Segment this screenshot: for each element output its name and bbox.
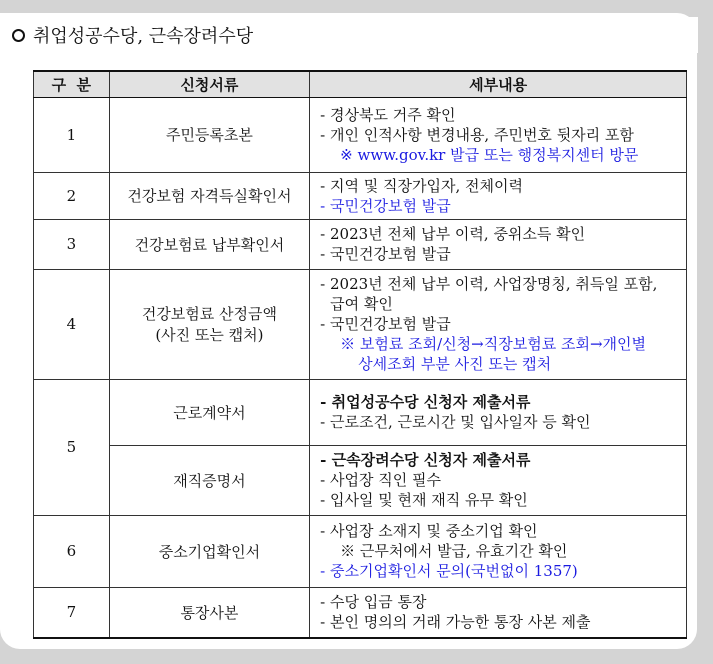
table-row <box>34 587 687 638</box>
column-header-document: 신청서류 <box>109 71 309 97</box>
document-name: 재직증명서 <box>109 445 309 515</box>
row-number: 6 <box>34 515 110 587</box>
document-name: 통장사본 <box>109 587 309 638</box>
row-number: 5 <box>34 379 110 515</box>
detail-line: - 개인 인적사항 변경내용, 주민번호 뒷자리 포함 <box>320 125 634 144</box>
document-name: 근로계약서 <box>109 379 309 445</box>
detail-line: - 2023년 전체 납부 이력, 사업장명칭, 취득일 포함, <box>320 275 658 293</box>
detail-line: - 국민건강보험 발급 <box>320 315 451 333</box>
row-number: 7 <box>34 587 110 638</box>
table-row <box>34 515 687 587</box>
document-name: 중소기업확인서 <box>109 515 309 587</box>
row-number: 4 <box>34 269 110 379</box>
section-title: 취업성공수당, 근속장려수당 <box>33 26 254 47</box>
detail-line: - 수당 입금 통장 <box>320 593 427 612</box>
detail-line: - 국민건강보험 발급 <box>320 245 451 263</box>
detail-line: - 근속장려수당 신청자 제출서류 <box>320 451 531 469</box>
detail-line: - 입사일 및 현재 재직 유무 확인 <box>320 491 528 509</box>
detail-line: - 본인 명의의 거래 가능한 통장 사본 제출 <box>320 613 591 632</box>
row-number: 3 <box>34 219 110 269</box>
detail-note: ※ www.gov.kr 발급 또는 행정복지센터 방문 <box>340 145 639 164</box>
document-table <box>33 70 687 639</box>
row-number: 2 <box>34 172 110 219</box>
detail-cell <box>310 219 687 269</box>
table-row <box>34 219 687 269</box>
detail-cell <box>310 379 687 445</box>
detail-note: ※ 근무처에서 발급, 유효기간 확인 <box>340 542 568 560</box>
table-row <box>34 445 687 515</box>
detail-note: 상세조회 부분 사진 또는 캡처 <box>358 355 552 373</box>
content-card <box>0 13 697 649</box>
detail-line: - 근로조건, 근로시간 및 입사일자 등 확인 <box>320 413 591 431</box>
table-row <box>34 379 687 445</box>
detail-note: ※ 보험료 조회/신청→직장보험료 조회→개인별 <box>340 335 646 353</box>
column-header-details: 세부내용 <box>310 71 687 97</box>
detail-line: - 지역 및 직장가입자, 전체이력 <box>320 176 523 195</box>
detail-cell <box>310 172 687 219</box>
document-name: 건강보험료 납부확인서 <box>109 219 309 269</box>
table-header-row <box>34 71 687 97</box>
table-row <box>34 269 687 379</box>
section-heading <box>8 17 698 53</box>
column-header-category: 구 분 <box>34 71 110 97</box>
detail-line: - 사업장 소재지 및 중소기업 확인 <box>320 522 538 540</box>
document-name: 건강보험 자격득실확인서 <box>109 172 309 219</box>
document-name <box>109 269 309 379</box>
detail-cell <box>310 515 687 587</box>
table-row <box>34 97 687 172</box>
row-number: 1 <box>34 97 110 172</box>
detail-line: - 중소기업확인서 문의(국번없이 1357) <box>320 562 578 580</box>
detail-cell <box>310 269 687 379</box>
detail-cell <box>310 587 687 638</box>
document-name-line: 건강보험료 산정금액 <box>141 305 278 323</box>
detail-line: - 2023년 전체 납부 이력, 중위소득 확인 <box>320 225 586 243</box>
detail-line: - 사업장 직인 필수 <box>320 471 441 489</box>
detail-line: 급여 확인 <box>330 295 393 313</box>
detail-cell <box>310 97 687 172</box>
detail-cell <box>310 445 687 515</box>
document-name-line: (사진 또는 캡처) <box>155 326 264 344</box>
detail-line: - 취업성공수당 신청자 제출서류 <box>320 393 531 411</box>
detail-line: - 경상북도 거주 확인 <box>320 105 456 124</box>
circle-bullet-icon <box>12 29 25 42</box>
detail-line: - 국민건강보험 발급 <box>320 196 451 215</box>
table-row <box>34 172 687 219</box>
document-name: 주민등록초본 <box>109 97 309 172</box>
